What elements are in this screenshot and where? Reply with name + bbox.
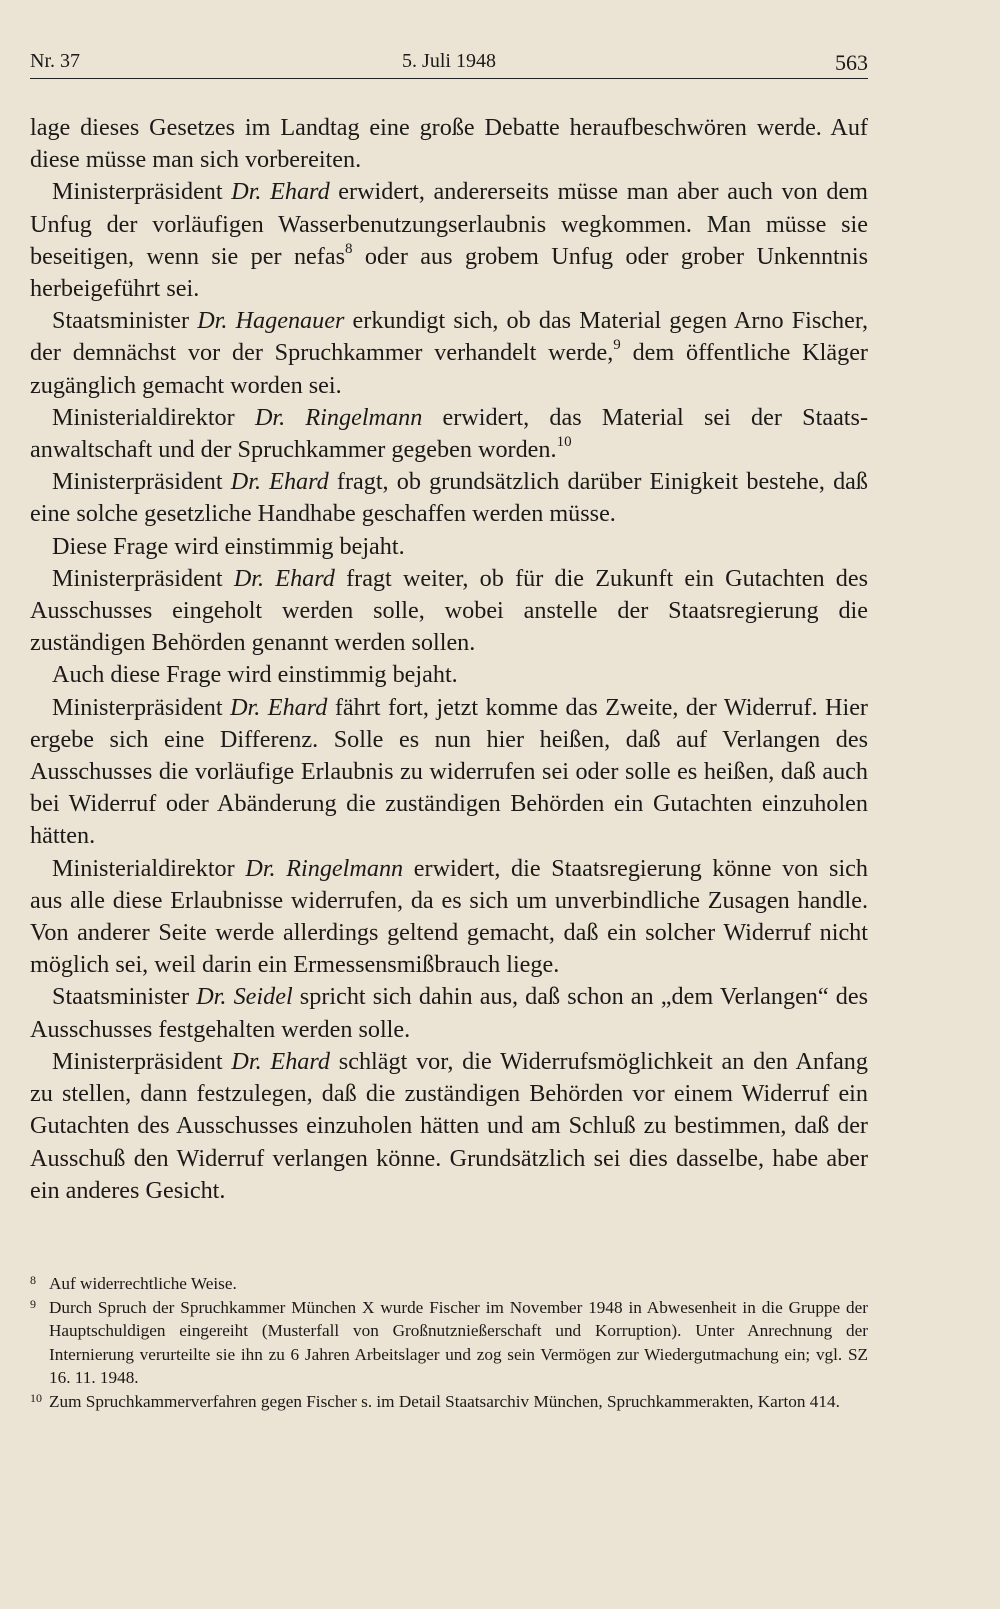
issue-number: Nr. 37 xyxy=(30,50,80,72)
speaker-name: Dr. Ehard xyxy=(230,693,328,721)
footnote xyxy=(30,1272,868,1296)
footnote-text: Auf widerrechtliche Weise. xyxy=(49,1274,237,1293)
speaker-name: Dr. Hagenauer xyxy=(197,307,345,335)
paragraph xyxy=(30,981,868,1045)
text-run: dem öffentliche Kläger zugänglich gemacht worden sei. xyxy=(30,339,868,399)
footnote-text: Durch Spruch der Spruchkammer München X wurde Fischer im November 1948 in Abwesenheit in die Gruppe der Hauptschuldigen eingereiht (Musterfall von Großnutznießerschaft und Korruption). Unter Anrechnung der Internierung verurteilte sie ihn zu 6 Jahren Arbeitslager und zog sein Vermögen zur Wiedergutmachung ein; vgl. SZ 16. 11. 1948. xyxy=(49,1297,868,1388)
speaker-name: Dr. Ringelmann xyxy=(245,854,404,882)
footnotes xyxy=(30,1272,868,1414)
footnote-text: Zum Spruchkammerverfahren gegen Fischer s. im Detail Staatsarchiv München, Spruchkammerakten, Karton 414. xyxy=(49,1391,840,1411)
speaker-name: Dr. Ehard xyxy=(231,178,330,206)
header-date: 5. Juli 1948 xyxy=(402,50,496,72)
text-run: erwidert, das Material sei der Staatsanwaltschaft und der Spruchkammer gegeben worden. xyxy=(30,403,868,464)
text-run: Staatsminister xyxy=(52,983,197,1011)
text-run: fährt fort, jetzt komme das Zweite, der Widerruf. Hier ergebe sich eine Differenz. Solle es nun hier heißen, daß auf Verlangen des Ausschusses die vorläufige Erlaubnis zu widerrufen sei oder solle es heißen, daß auch bei Widerruf oder Abänderung die zuständigen Behörden ein Gutachten einzuholen hätten. xyxy=(30,693,868,850)
text-run: spricht sich dahin aus, daß schon an „dem Verlangen“ des Ausschusses festgehalten werden solle. xyxy=(30,983,869,1043)
text-run: Ministerpräsident xyxy=(52,1047,232,1075)
body-text xyxy=(30,112,868,1207)
footnote xyxy=(30,1296,868,1390)
speaker-name: Dr. Ringelmann xyxy=(254,403,423,431)
footnote xyxy=(30,1390,868,1414)
speaker-name: Dr. Ehard xyxy=(231,1047,331,1075)
text-run: erwidert, die Staatsregierung könne von sich aus alle diese Erlaubnisse widerrufen, da es sich um unverbindliche Zusagen handle. Von anderer Seite werde allerdings geltend gemacht, daß ein solcher Widerruf nicht möglich sei, weil darin ein Ermessensmißbrauch liege. xyxy=(30,854,868,979)
paragraph xyxy=(30,853,868,982)
footnote-ref: 9 xyxy=(613,337,621,354)
paragraph xyxy=(30,692,868,853)
text-run: fragt weiter, ob für die Zukunft ein Gutachten des Ausschusses eingeholt werden solle, wobei anstelle der Staatsregierung die zuständigen Behörden genannt werden sollen. xyxy=(30,564,868,657)
page-number: 563 xyxy=(835,50,868,75)
text-run: lage dieses Gesetzes im Landtag eine große Debatte heraufbeschwören werde. Auf diese müsse man sich vorbereiten. xyxy=(30,114,868,174)
paragraph xyxy=(30,176,868,305)
paragraph xyxy=(30,563,868,660)
text-run: erkundigt sich, ob das Material gegen Arno Fischer, der demnächst vor der Spruchkammer verhandelt werde, xyxy=(30,307,868,367)
text-run: erwidert, andererseits müsse man aber auch von dem Unfug der vorläufigen Wasserbenutzungserlaubnis wegkommen. Man müsse sie beseitigen, wenn sie per nefas xyxy=(30,178,868,270)
text-run: schlägt vor, die Widerrufsmöglichkeit an den Anfang zu stellen, dann festzulegen, daß die zuständigen Behörden vor einem Widerruf ein Gutachten des Ausschusses einzuholen hätten und am Schluß zu bestimmen, daß der Ausschuß den Widerruf verlangen könne. Grundsätzlich sei dies dasselbe, habe aber ein anderes Gesicht. xyxy=(30,1047,868,1204)
text-run: Ministerpräsident xyxy=(52,468,231,496)
text-run: Staatsminister xyxy=(52,307,198,335)
text-run: Auch diese Frage wird einstimmig bejaht. xyxy=(52,661,458,689)
paragraph xyxy=(30,305,868,402)
text-run: Diese Frage wird einstimmig bejaht. xyxy=(52,532,405,560)
footnote-ref: 8 xyxy=(344,240,353,257)
speaker-name: Dr. Ehard xyxy=(233,564,335,592)
text-run: Ministerialdirektor xyxy=(52,403,255,431)
footnote-number: 8 xyxy=(30,1273,36,1287)
speaker-name: Dr. Ehard xyxy=(230,468,329,496)
text-run: oder aus grobem Unfug oder grober Unkenntnis herbeigeführt sei. xyxy=(30,242,868,303)
paragraph xyxy=(30,531,868,563)
page-header xyxy=(30,44,868,79)
text-run: Ministerpräsident xyxy=(52,178,232,206)
paragraph xyxy=(30,1046,868,1207)
footnote-number: 10 xyxy=(30,1390,42,1405)
text-run: fragt, ob grundsätzlich darüber Einigkeit bestehe, daß eine solche gesetzliche Handhabe geschaffen werden müsse. xyxy=(30,468,868,528)
footnote-ref: 10 xyxy=(556,433,572,450)
paragraph xyxy=(30,402,868,466)
text-run: Ministerpräsident xyxy=(52,693,231,721)
text-run: Ministerialdirektor xyxy=(52,854,246,882)
speaker-name: Dr. Seidel xyxy=(196,983,293,1011)
paragraph xyxy=(30,112,868,176)
paragraph xyxy=(30,659,868,691)
paragraph xyxy=(30,466,868,530)
text-run: Ministerpräsident xyxy=(52,564,234,592)
footnote-number: 9 xyxy=(30,1296,36,1311)
